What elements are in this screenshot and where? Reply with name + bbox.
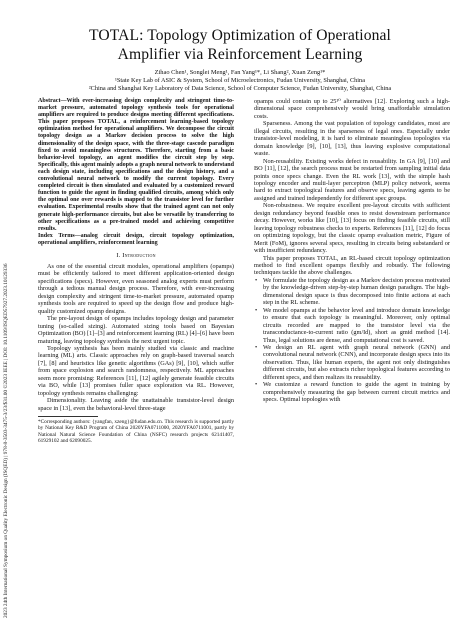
list-item [254,381,450,403]
author-list: Zihao Chen¹, Songlei Meng¹, Fan Yang¹*, Li Shang², Xuan Zeng¹* [154,69,326,76]
body-paragraph-1: opamps could contain up to 25¹⁰ alternatives [12]. Exploring such a high-dimensional space comprehensively would bring unaffordable simulation costs. [254,98,450,120]
index-terms: Index Terms—analog circuit design, circuit topology optimization, operational amplifiers, reinforcement learning [38,232,234,246]
body-paragraph-proposal: This paper proposes TOTAL, an RL-based circuit topology optimization method to find excellent opamps flexibly and robustly. The following techniques tackle the above challenges. [254,254,450,277]
conference-doi-line: 2023 24th International Symposium on Quality Electronic Design (ISQED) | 978-8-3503-3475-3/23/$31.00 ©2023 IEEE | DOI: 10.1109/ISQED57927.2023.10129336 [3,263,9,618]
intro-paragraph-4: Dimensionality. Leaving aside the unattainable transistor-level design space in [13], even the behavioral-level three-stage [38,397,234,412]
conference-sidebar [0,0,13,632]
title-line-2: Amplifier via Reinforcement Learning [117,46,363,63]
bullet-icon: • [255,343,258,351]
paper-title [14,26,466,64]
list-item-text: We model opamps at the behavior level and introduce domain knowledge to ensure that each topology is meaningful. Moreover, only optimal circuits recorded are mapped to the transistor level via the transconductance-to-current ratio (gm/Id), short as gmid method [14]. Thus, legal solutions are dense, and computational cost is saved. [263,306,450,344]
bullet-icon: • [255,306,258,314]
list-item-text: We formulate the topology design as a Markov decision process motivated by the knowledge-driven step-by-step human design paradigm. The high-dimensional design space is thus decomposed into finite actions at each step in the RL scheme. [263,276,450,307]
title-line-1: TOTAL: Topology Optimization of Operational [89,27,391,44]
body-paragraph-non-reusability: Non-reusability. Existing works defect in reusability. In GA [9], [10] and BO [11], [12], the search process must be restarted from sampling initial data points once specs change. Even the RL work [13], with the simple hash topology encoder and multi-layer perceptron (MLP) policy network, seems hard to extract topological features and observe specs, leaving agents to be assigned and trained independently for different spec groups. [254,157,450,202]
affiliation-2: ²China and Shanghai Key Laboratory of Data Science, School of Computer Science, Fudan University, Shanghai, China [88,85,392,92]
corresponding-author-footnote: *Corresponding authors: {yangfan, xzeng}@fudan.edu.cn. This research is supported partly by National Key R&D Program of China 2020YFA0711000, 2020YFA0711001, partly by National Natural Science Foundation of China (NSFC) research projects 62141407, 61929102 and 62090025. [38,419,234,444]
right-column [254,98,450,404]
footnote-divider [38,416,98,417]
list-item-text: We design an RL agent with graph neural network (GNN) and convolutional neural network (CNN), and incorporate design specs into its observation. Thus, like human experts, the agent not only distinguishes different circuits, but also extracts richer topological features according to different specs, and then realizes its reusability. [263,343,450,381]
intro-paragraph-2: The pre-layout design of opamps includes topology design and parameter tuning (so-called sizing). Automated sizing tools based on Bayesian Optimization (BO) [1]–[3] and reinforcement learning (RL) [4]–[6] have been maturing, leaving topology synthesis the next urgent topic. [38,315,234,345]
body-paragraph-sparseness: Sparseness. Among the vast population of topology candidates, most are illegal circuits, resulting in the sparseness of legal ones. Especially under transistor-level modeling, it is hard to eliminate meaningless topologies via domain knowledge [9], [10], [13], thus leaving explosive computational waste. [254,120,450,158]
section-heading-introduction: I. Introduction [116,251,156,259]
list-item [254,277,450,307]
bullet-icon: • [255,276,258,284]
intro-paragraph-1: As one of the essential circuit modules, operational amplifiers (opamps) must be efficiently tailored to meet different application-oriented design specifications (specs). However, even seasoned analog experts must perform through a tedious manual design process. Therefore, with ever-increasing design complexity and stringent time-to-market pressure, automated opamp synthesis tools are required to speed up the design flow and produce high-quality customized opamp designs. [38,262,234,315]
list-item-text: We customize a reward function to guide the agent in training by comprehensively measuring the gap between current circuit metrics and specs. Optimal topologies with [263,381,450,404]
abstract: Abstract—With ever-increasing design complexity and stringent time-to-market pressure, automated topology synthesis tools for operational amplifiers are required to produce designs meeting different specifications. This paper proposes TOTAL, a reinforcement learning-based topology optimization method for operational amplifiers. We decompose the circuit topology design as a Markov decision process to solve the high dimensionality of the design space, with the three-stage cascode paradigm fixed to avoid meaningless structures. Therefore, starting from a basic behavior-level topology, an agent modifies the circuit step by step. Specifically, this agent mainly adopts a graph neural network to understand each design state, including specifications and the design history, and a convolutional neural network to modify the current topology. Every completed circuit is then simulated and evaluated by a customized reward function to guide the agent in finding qualified circuits, among which only the optimal one over rewards is mapped to the transistor level for further evaluation. Experimental results show that the trained agent can not only generate high-performance circuits, but also be versatile by transferring to other specifications as a pre-trained model and achieving competitive results. [38,98,234,232]
bullet-icon: • [255,381,258,389]
list-item [254,344,450,381]
contribution-list [254,277,450,404]
list-item [254,307,450,344]
intro-paragraph-3: Topology synthesis has been mainly studied via classic and machine learning (ML) arts. Classic approaches rely on graph-based traversal search [7], [8] and heuristics like genetic algorithms (GAs) [9], [10], which suffer from space explosion and search randomness, respectively. ML approaches seem more promising: References [11], [12] agilely generate feasible circuits via BO, while [13] promises fuller space exploration via RL. However, topology synthesis remains challenging: [38,344,234,397]
paper-header [14,26,466,93]
body-paragraph-non-robustness: Non-robustness. We require excellent pre-layout circuits with sufficient design redundancy beyond feasible ones to resist downstream performance decay. However, works like [10], [13] focus on finding feasible circuits, still leaving topology robustness checks to experts. References [11], [12] do focus on optimizing topology, but the classic opamp evaluation metric, Figure of Merit (FoM), ignores several specs, resulting in circuits being substandard or with insufficient redundancy. [254,202,450,255]
affiliation-1: ¹State Key Lab of ASIC & System, School of Microelectronics, Fudan University, Shanghai, China [115,77,365,84]
left-column [38,98,234,444]
